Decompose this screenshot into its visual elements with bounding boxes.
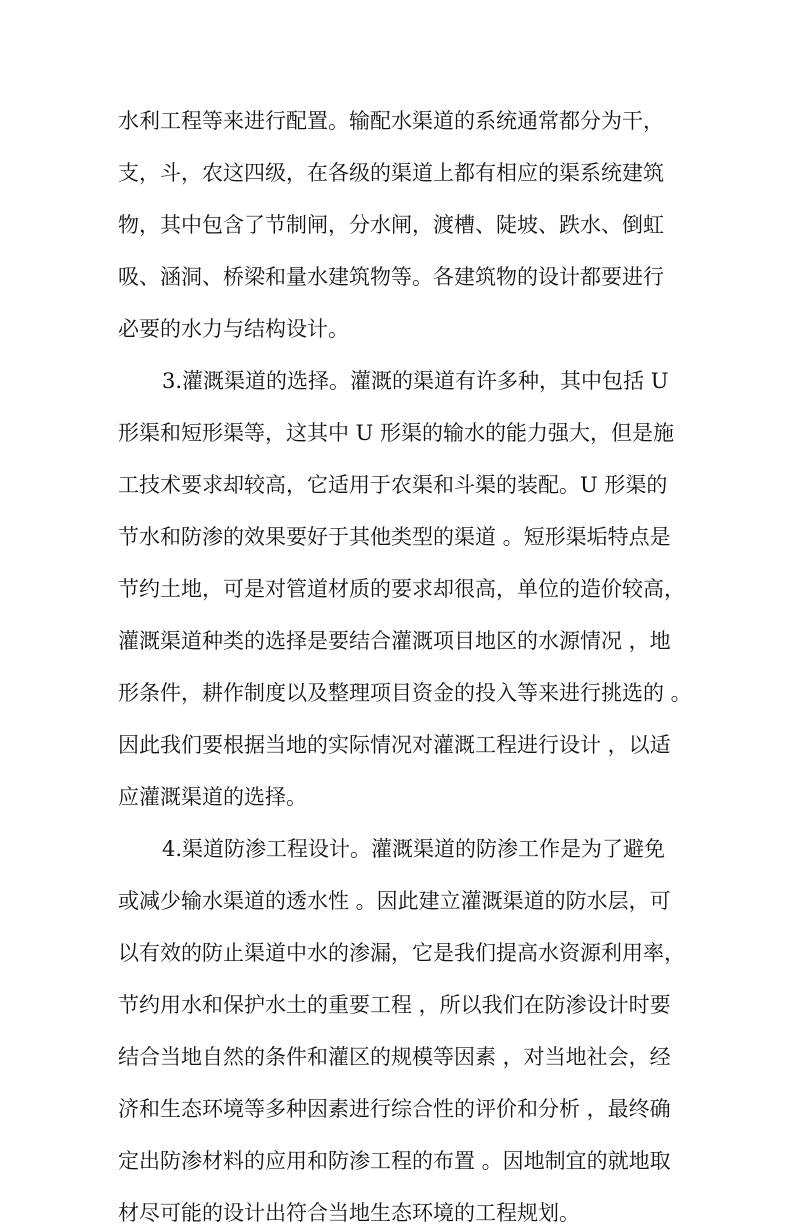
text-line: 应灌溉渠道的选择。 <box>118 785 307 809</box>
text-line: 必要的水力与结构设计。 <box>118 317 349 341</box>
text-line: 形渠和短形渠等，这其中 U 形渠的输水的能力强大，但是施 <box>118 421 675 445</box>
text-line: 3.灌溉渠道的选择。灌溉的渠道有许多种，其中包括 U <box>162 369 669 393</box>
text-line: 支，斗，农这四级，在各级的渠道上都有相应的渠系统建筑 <box>118 161 664 185</box>
text-line: 节约用水和保护水土的重要工程 ，所以我们在防渗设计时要 <box>118 993 671 1017</box>
text-line: 工技术要求却较高，它适用于农渠和斗渠的装配。U 形渠的 <box>118 473 668 497</box>
text-line: 4.渠道防渗工程设计。灌溉渠道的防渗工作是为了避免 <box>162 837 666 861</box>
text-line: 节水和防渗的效果要好于其他类型的渠道 。短形渠垢特点是 <box>118 525 671 549</box>
text-line: 水利工程等来进行配置。输配水渠道的系统通常都分为干， <box>118 109 664 133</box>
text-line: 结合当地自然的条件和灌区的规模等因素 ，对当地社会，经 <box>118 1045 671 1069</box>
text-line: 形条件，耕作制度以及整理项目资金的投入等来进行挑选的 。 <box>118 681 692 705</box>
text-line: 济和生态环境等多种因素进行综合性的评价和分析 ，最终确 <box>118 1097 671 1121</box>
text-line: 材尽可能的设计出符合当地生态环境的工程规划。 <box>118 1201 580 1225</box>
text-line: 因此我们要根据当地的实际情况对灌溉工程进行设计 ，以适 <box>118 733 671 757</box>
text-line: 以有效的防止渠道中水的渗漏，它是我们提高水资源利用率， <box>118 941 685 965</box>
text-line: 定出防渗材料的应用和防渗工程的布置 。因地制宜的就地取 <box>118 1149 671 1173</box>
text-line: 吸、涵洞、桥梁和量水建筑物等。各建筑物的设计都要进行 <box>118 265 664 289</box>
text-line: 灌溉渠道种类的选择是要结合灌溉项目地区的水源情况 ，地 <box>118 629 671 653</box>
text-line: 节约土地，可是对管道材质的要求却很高，单位的造价较高， <box>118 577 685 601</box>
text-line: 或减少输水渠道的透水性 。因此建立灌溉渠道的防水层，可 <box>118 889 671 913</box>
text-line: 物，其中包含了节制闸，分水闸，渡槽、陡坡、跌水、倒虹 <box>118 213 664 237</box>
